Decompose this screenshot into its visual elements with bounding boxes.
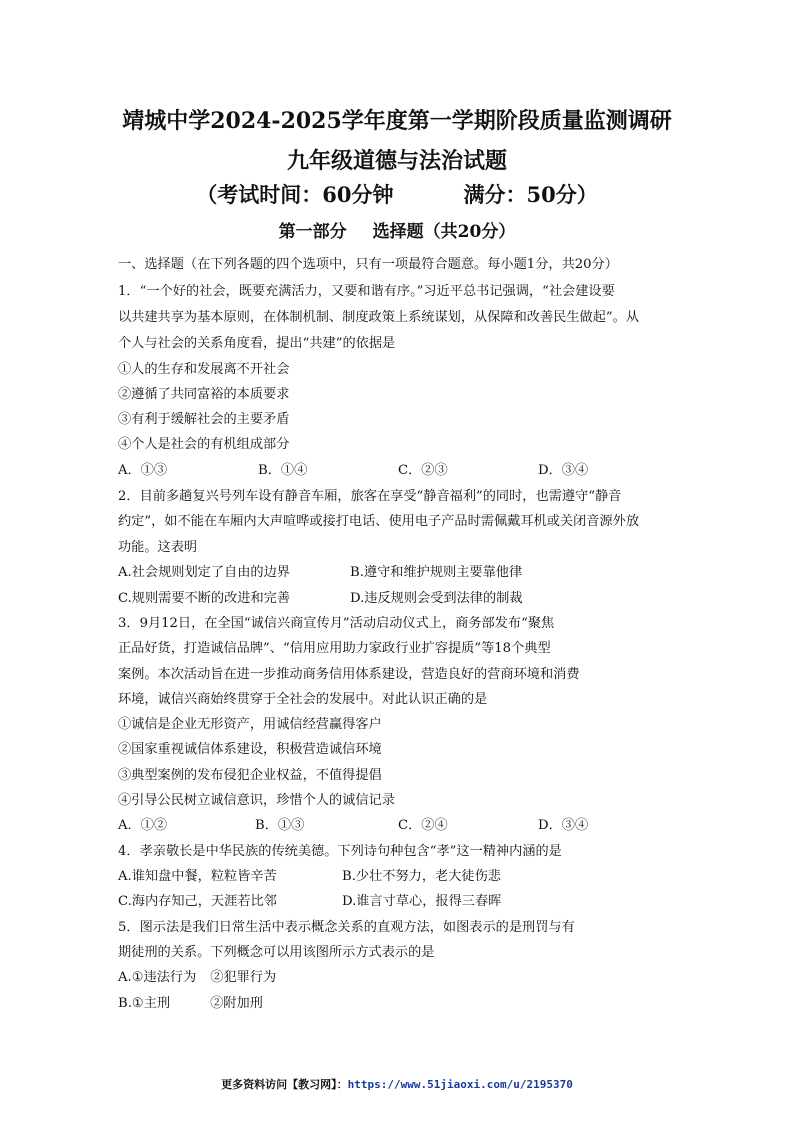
q1-stem-line: 以共建共享为基本原则，在体制机制、制度政策上系统谋划，从保障和改善民生做起”。从 [118, 310, 640, 325]
concept-second: ②附加刑 [210, 996, 263, 1011]
q4-option-d: D.谁言寸草心，报得三春晖 [342, 894, 502, 909]
concept-first: ①违法行为 [131, 970, 197, 985]
q4-option-c: C.海内存知己，天涯若比邻 [118, 894, 277, 909]
q3-option-a: A．①② [118, 818, 168, 833]
q1-option-a: A．①③ [118, 463, 168, 478]
exam-title: 靖城中学2024-2025学年度第一学期阶段质量监测调研 [122, 108, 672, 134]
q1-stem-line: 个人与社会的关系角度看，提出“共建”的依据是 [118, 336, 396, 351]
q2-option-c: C.规则需要不断的改进和完善 [118, 591, 291, 606]
q5-option-b [118, 995, 263, 1013]
q1-item: ①人的生存和发展离不开社会 [118, 362, 290, 377]
footer-link[interactable]: https://www.51jiaoxi.com/u/2195370 [347, 1078, 573, 1091]
option-letter: B. [118, 996, 132, 1011]
q3-stem-line: 环境，诚信兴商始终贯穿于全社会的发展中。对此认识正确的是 [118, 692, 488, 707]
concept-first: ①主刑 [131, 996, 171, 1011]
footer-prefix: 更多资料访问【教习网】： [221, 1078, 348, 1091]
q3-stem-line: 正品好货，打造诚信品牌”、“信用应用助力家政行业扩容提质”等18个典型 [118, 641, 551, 656]
part-label: 第一部分 [278, 222, 347, 242]
exam-info [0, 179, 794, 209]
q4-option-b: B.少壮不努力，老大徒伤悲 [342, 869, 501, 884]
part-heading [0, 217, 794, 242]
q3-option-b: B．①③ [255, 818, 305, 833]
q5-option-a [118, 969, 276, 987]
q2-option-d: D.违反规则会受到法律的制裁 [350, 591, 523, 606]
section-intro: 一、选择题（在下列各题的四个选项中，只有一项最符合题意。每小题1分，共20分） [118, 257, 618, 272]
part-desc: 选择题（共20分） [372, 222, 516, 242]
exam-score: 满分：50分） [463, 182, 598, 207]
q2-option-b: B.遵守和维护规则主要靠他律 [350, 565, 523, 580]
q1-stem-line: 1．“一个好的社会，既要充满活力，又要和谐有序。”习近平总书记强调，“社会建设要 [118, 284, 615, 299]
q3-item: ③典型案例的发布侵犯企业权益，不值得提倡 [118, 768, 382, 783]
q3-stem-line: 案例。本次活动旨在进一步推动商务信用体系建设，营造良好的营商环境和消费 [118, 667, 580, 682]
q1-option-c: C．②③ [398, 463, 448, 478]
concept-second: ②犯罪行为 [210, 970, 277, 985]
q1-option-b: B．①④ [258, 463, 308, 478]
q3-option-d: D．③④ [538, 818, 589, 833]
option-letter: A. [118, 970, 132, 985]
exam-time: （考试时间：60分钟 [196, 182, 394, 207]
q3-item: ①诚信是企业无形资产，用诚信经营赢得客户 [118, 717, 382, 732]
q3-item: ④引导公民树立诚信意识，珍惜个人的诚信记录 [118, 793, 395, 808]
exam-subtitle: 九年级道德与法治试题 [286, 148, 507, 174]
q5-stem-line: 期徒刑的关系。下列概念可以用该图所示方式表示的是 [118, 945, 435, 960]
q5-stem-line: 5．图示法是我们日常生活中表示概念关系的直观方法，如图表示的是刑罚与有 [118, 920, 575, 935]
q1-item: ②遵循了共同富裕的本质要求 [118, 387, 290, 402]
q3-item: ②国家重视诚信体系建设，积极营造诚信环境 [118, 742, 382, 757]
q1-item: ④个人是社会的有机组成部分 [118, 437, 290, 452]
q3-stem-line: 3．9月12日，在全国“诚信兴商宣传月”活动启动仪式上，商务部发布“聚焦 [118, 616, 555, 631]
q3-option-c: C．②④ [398, 818, 448, 833]
footer-banner [0, 1076, 794, 1092]
q2-stem-line: 功能。这表明 [118, 540, 198, 555]
q2-stem-line: 2．目前多趟复兴号列车设有静音车厢，旅客在享受“静音福利”的同时，也需遵守“静音 [118, 489, 622, 504]
q2-option-a: A.社会规则划定了自由的边界 [118, 565, 290, 580]
q1-item: ③有利于缓解社会的主要矛盾 [118, 412, 290, 427]
q4-option-a: A.谁知盘中餐，粒粒皆辛苦 [118, 869, 277, 884]
q1-option-d: D．③④ [538, 463, 589, 478]
q4-stem-line: 4．孝亲敬长是中华民族的传统美德。下列诗句种包含“孝”这一精神内涵的是 [118, 844, 562, 859]
q2-stem-line: 约定”，如不能在车厢内大声喧哗或接打电话、使用电子产品时需佩戴耳机或关闭音源外放 [118, 514, 640, 529]
